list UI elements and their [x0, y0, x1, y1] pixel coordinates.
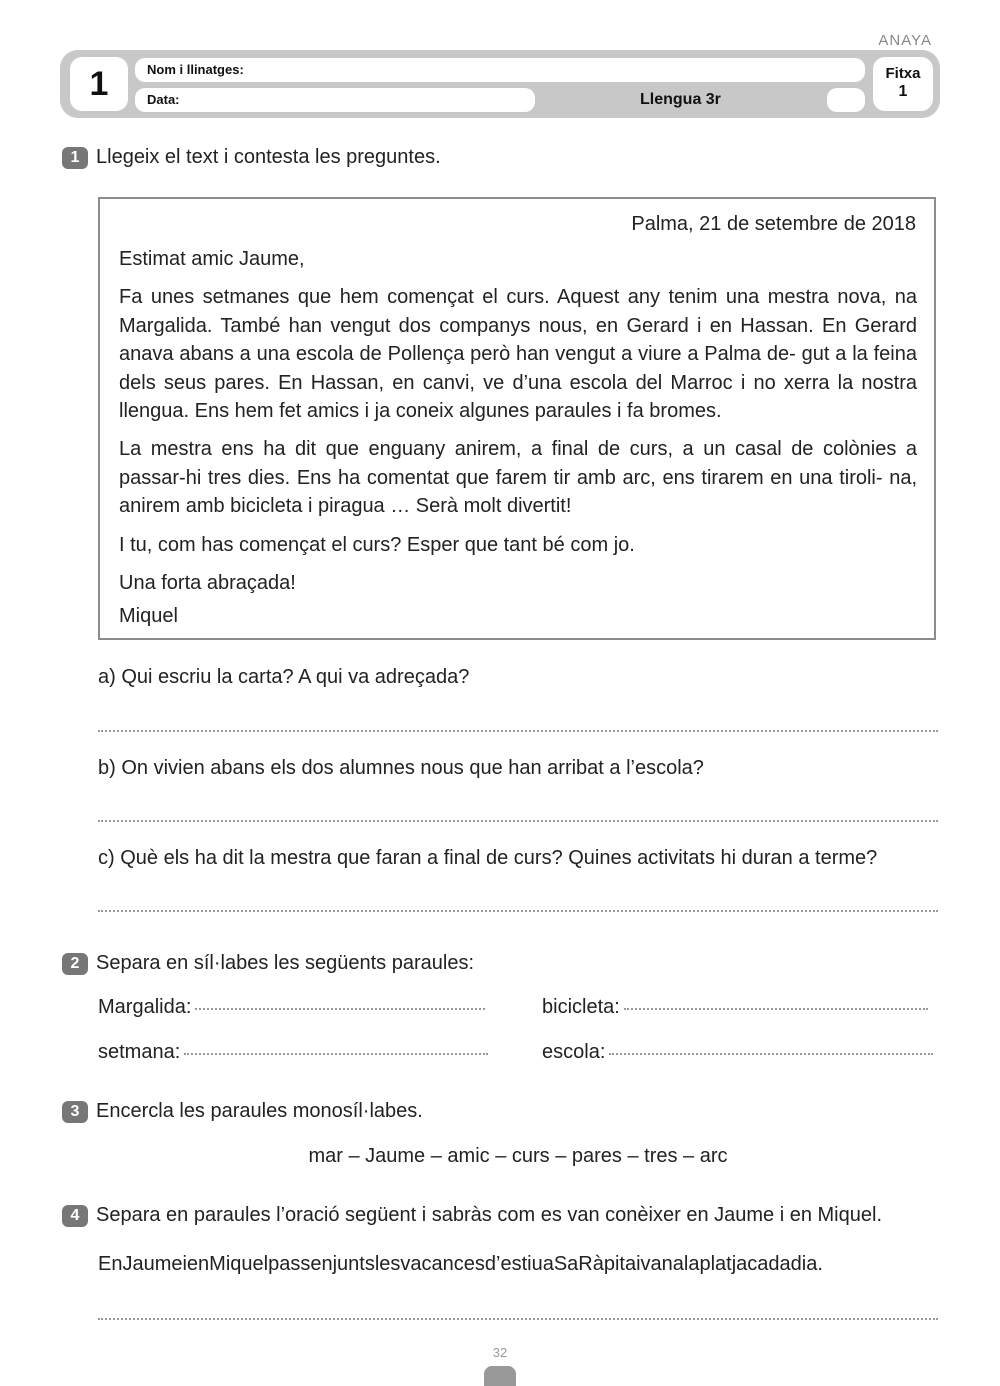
date-label: Data:	[147, 92, 180, 107]
syllable-word: bicicleta:	[542, 996, 620, 1018]
syllable-item-margalida	[98, 996, 485, 1019]
exercise-1-instruction: Llegeix el text i contesta les preguntes.	[96, 146, 441, 168]
question-c: c) Què els ha dit la mestra que faran a final de curs? Quines activitats hi duran a terme?	[98, 847, 878, 869]
letter-greeting: Estimat amic Jaume,	[119, 248, 305, 270]
exercise-1-badge: 1	[62, 147, 88, 169]
worksheet-header	[60, 50, 940, 118]
answer-line-4[interactable]	[98, 1318, 938, 1320]
syllable-word: Margalida:	[98, 996, 192, 1018]
syllable-item-setmana	[98, 1041, 488, 1064]
answer-line-a[interactable]	[98, 730, 938, 732]
exercise-2-heading	[62, 952, 474, 975]
letter-date: Palma, 21 de setembre de 2018	[631, 213, 916, 235]
exercise-2-badge: 2	[62, 953, 88, 975]
syllable-item-escola	[542, 1041, 933, 1064]
question-b: b) On vivien abans els dos alumnes nous que han arribat a l’escola?	[98, 757, 704, 779]
subject-label: Llengua 3r	[640, 91, 721, 108]
letter-signature: Miquel	[119, 605, 178, 627]
question-a: a) Qui escriu la carta? A qui va adreçada?	[98, 666, 470, 688]
syllable-answer-line[interactable]	[609, 1053, 933, 1055]
name-label: Nom i llinatges:	[147, 62, 244, 77]
answer-line-c[interactable]	[98, 910, 938, 912]
exercise-4-heading	[62, 1204, 882, 1227]
page-tab	[484, 1366, 516, 1386]
syllable-answer-line[interactable]	[624, 1008, 928, 1010]
letter-closing: Una forta abraçada!	[119, 572, 296, 594]
letter-paragraph-1: Fa unes setmanes que hem començat el curs. Aquest any tenim una mestra nova, na Margalida. També han vengut dos companys nous, en Gerard i en Hassan. En Gerard anava abans a una escola de Pollença però han vengut a viure a Palma de- gut a la feina dels seus pares. En Hassan, en canvi, ve d’una escola del Marroc i no xerra la nostra llengua. Ens hem fet amics i ja coneix algunes paraules i fa bromes.	[119, 286, 917, 423]
exercise-3-badge: 3	[62, 1101, 88, 1123]
letter-paragraph-3: I tu, com has començat el curs? Esper que tant bé com jo.	[119, 534, 635, 556]
syllable-word: setmana:	[98, 1041, 181, 1063]
fitxa-box	[873, 57, 933, 111]
syllable-item-bicicleta	[542, 996, 928, 1019]
syllable-answer-line[interactable]	[195, 1008, 485, 1010]
answer-line-b[interactable]	[98, 820, 938, 822]
publisher-logo: ANAYA	[878, 32, 932, 49]
monosyllable-word-list[interactable]: mar – Jaume – amic – curs – pares – tres – arc	[308, 1145, 728, 1167]
page-number: 32	[492, 1345, 508, 1360]
letter-box	[98, 197, 936, 640]
exercise-3-heading	[62, 1100, 423, 1123]
exercise-2-instruction: Separa en síl·labes les següents paraules:	[96, 952, 475, 974]
exercise-4-badge: 4	[62, 1205, 88, 1227]
name-field[interactable]	[135, 58, 865, 82]
unit-number: 1	[70, 57, 128, 111]
letter-paragraph-2: La mestra ens ha dit que enguany anirem, a final de curs, a un casal de colònies a passar-hi tres dies. Ens ha comentat que farem tir amb arc, ens tirarem en una tiroli- na, anirem amb bicicleta i piragua … Serà molt divertit!	[119, 438, 917, 518]
date-field[interactable]	[135, 88, 535, 112]
fitxa-number: 1	[898, 83, 908, 100]
group-field[interactable]	[827, 88, 865, 112]
fitxa-label: Fitxa	[885, 65, 921, 82]
exercise-4-instruction: Separa en paraules l’oració següent i sabràs com es van conèixer en Jaume i en Miquel.	[96, 1204, 882, 1226]
syllable-word: escola:	[542, 1041, 606, 1063]
joined-sentence: EnJaumeienMiquelpassenjuntslesvacancesd’estiuaSaRàpitaivanalaplatjacadadia.	[98, 1253, 823, 1275]
syllable-answer-line[interactable]	[184, 1053, 488, 1055]
exercise-3-instruction: Encercla les paraules monosíl·labes.	[96, 1100, 423, 1122]
exercise-1-heading	[62, 146, 441, 169]
